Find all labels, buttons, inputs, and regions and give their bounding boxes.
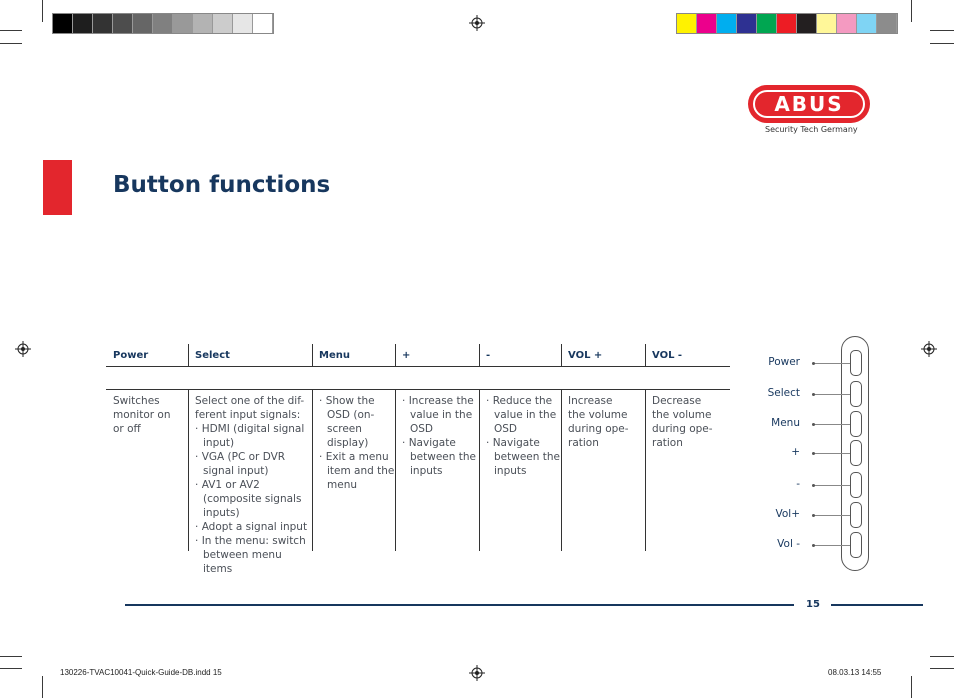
- bullet-icon: ·: [195, 521, 202, 533]
- leader-line: [814, 363, 850, 364]
- bullet-text: VGA (PC or DVR signal input): [201, 451, 286, 477]
- monitor-button: [850, 411, 862, 437]
- print-datetime: 08.03.13 14:55: [828, 668, 882, 677]
- color-swatch: [53, 14, 73, 33]
- button-label: Menu: [771, 417, 800, 429]
- column-divider: [479, 344, 480, 366]
- column-divider: [312, 389, 313, 551]
- table-header: [479, 344, 557, 366]
- column-divider: [395, 344, 396, 366]
- color-swatch: [193, 14, 213, 33]
- table-header-label: Power: [113, 350, 149, 361]
- color-swatch: [797, 14, 817, 33]
- button-label: +: [791, 446, 800, 458]
- monitor-button: [850, 350, 862, 376]
- table-header-label: -: [486, 350, 491, 361]
- cell-text: Increase: [568, 395, 613, 407]
- color-swatch: [133, 14, 153, 33]
- bullet-text: Adopt a signal input: [201, 521, 308, 533]
- button-label: Vol+: [775, 508, 800, 520]
- table-header-label: VOL -: [652, 350, 683, 361]
- cell-text: the volume: [652, 409, 712, 421]
- cell-bullet-item: [402, 394, 478, 436]
- leader-line: [814, 515, 850, 516]
- color-swatch: [757, 14, 777, 33]
- leader-line: [814, 485, 850, 486]
- color-swatch: [173, 14, 193, 33]
- registration-mark-icon: [469, 15, 485, 31]
- leader-dot: [812, 423, 815, 426]
- cell-text: Switches: [113, 395, 160, 407]
- table-header: [561, 344, 641, 366]
- color-swatch: [233, 14, 253, 33]
- monitor-button: [850, 440, 862, 466]
- table-header-label: Menu: [319, 350, 350, 361]
- file-name-slug: 130226-TVAC10041-Quick-Guide-DB.indd 15: [60, 668, 222, 677]
- bullet-icon: ·: [195, 451, 202, 463]
- monitor-button: [850, 381, 862, 407]
- table-header-label: VOL +: [568, 350, 603, 361]
- cell-bullet-item: [486, 394, 560, 436]
- logo-tagline: Security Tech Germany: [765, 125, 858, 134]
- footer-rule: [831, 604, 923, 606]
- bullet-icon: ·: [195, 479, 202, 491]
- table-header: [188, 344, 308, 366]
- column-divider: [188, 389, 189, 551]
- page-title: Button functions: [113, 172, 331, 198]
- cell-bullet-item: [195, 520, 311, 534]
- bullet-icon: ·: [195, 535, 202, 547]
- footer-rule: [125, 604, 794, 606]
- color-swatch: [717, 14, 737, 33]
- color-swatch: [777, 14, 797, 33]
- cell-bullet-item: [402, 436, 478, 478]
- bullet-text: Increase the value in the OSD: [408, 395, 474, 435]
- color-swatch: [73, 14, 93, 33]
- bullet-icon: ·: [319, 395, 326, 407]
- table-cell: [402, 394, 478, 478]
- button-label: -: [796, 478, 800, 490]
- bullet-text: AV1 or AV2 (composite signals inputs): [201, 479, 302, 519]
- bullet-text: Reduce the value in the OSD: [492, 395, 557, 435]
- bullet-text: HDMI (digital signal input): [201, 423, 305, 449]
- process-color-bar: [676, 13, 898, 34]
- cell-text: ration: [652, 437, 683, 449]
- bullet-text: In the menu: switch between menu items: [201, 535, 306, 575]
- registration-mark-icon: [15, 341, 31, 357]
- leader-line: [814, 424, 850, 425]
- cell-bullet-item: [195, 478, 311, 520]
- bullet-icon: ·: [486, 395, 493, 407]
- leader-dot: [812, 362, 815, 365]
- cell-bullet-item: [195, 422, 311, 450]
- grayscale-color-bar: [52, 13, 274, 34]
- leader-line: [814, 545, 850, 546]
- color-swatch: [837, 14, 857, 33]
- leader-dot: [812, 514, 815, 517]
- cell-text: monitor on: [113, 409, 171, 421]
- color-swatch: [153, 14, 173, 33]
- table-header: [106, 344, 184, 366]
- table-cell: [319, 394, 395, 492]
- cell-text: ferent input signals:: [195, 409, 301, 421]
- monitor-button: [850, 502, 862, 528]
- color-swatch: [737, 14, 757, 33]
- table-header-label: Select: [195, 350, 230, 361]
- leader-dot: [812, 544, 815, 547]
- cell-text: ration: [568, 437, 599, 449]
- color-swatch: [213, 14, 233, 33]
- cell-text: the volume: [568, 409, 628, 421]
- monitor-button: [850, 472, 862, 498]
- cell-text: or off: [113, 423, 141, 435]
- color-swatch: [677, 14, 697, 33]
- cell-bullet-item: [319, 394, 395, 450]
- monitor-button: [850, 532, 862, 558]
- cell-bullet-item: [319, 450, 395, 492]
- column-divider: [645, 389, 646, 551]
- registration-mark-icon: [469, 665, 485, 681]
- leader-dot: [812, 484, 815, 487]
- table-cell: [568, 394, 644, 450]
- cell-text: during ope-: [652, 423, 713, 435]
- table-header: [645, 344, 725, 366]
- registration-mark-icon: [921, 341, 937, 357]
- table-cell: [652, 394, 728, 450]
- column-divider: [395, 389, 396, 551]
- color-swatch: [697, 14, 717, 33]
- cell-text: Decrease: [652, 395, 702, 407]
- bullet-icon: ·: [486, 437, 493, 449]
- cell-text: Select one of the dif-: [195, 395, 305, 407]
- table-cell: [195, 394, 311, 576]
- logo-text: ABUS: [774, 92, 844, 116]
- bullet-text: Navigate between the inputs: [492, 437, 560, 477]
- table-header-label: +: [402, 350, 411, 361]
- column-divider: [312, 344, 313, 366]
- cell-text: during ope-: [568, 423, 629, 435]
- column-divider: [645, 344, 646, 366]
- color-swatch: [857, 14, 877, 33]
- column-divider: [561, 389, 562, 551]
- leader-line: [814, 453, 850, 454]
- bullet-icon: ·: [319, 451, 326, 463]
- button-label: Select: [767, 387, 800, 399]
- bullet-icon: ·: [402, 437, 409, 449]
- table-header: [312, 344, 392, 366]
- color-swatch: [253, 14, 273, 33]
- section-marker: [43, 160, 72, 215]
- bullet-icon: ·: [402, 395, 409, 407]
- column-divider: [561, 344, 562, 366]
- table-cell: [113, 394, 187, 436]
- cell-bullet-item: [195, 534, 311, 576]
- column-divider: [188, 344, 189, 366]
- table-header: [395, 344, 475, 366]
- leader-line: [814, 394, 850, 395]
- column-divider: [479, 389, 480, 551]
- button-label: Vol -: [777, 538, 800, 550]
- abus-logo: [748, 85, 870, 123]
- bullet-text: Navigate between the inputs: [408, 437, 476, 477]
- button-label: Power: [768, 356, 800, 368]
- bullet-text: Show the OSD (on-screen display): [325, 395, 375, 449]
- leader-dot: [812, 452, 815, 455]
- table-cell: [486, 394, 560, 478]
- color-swatch: [113, 14, 133, 33]
- cell-bullet-item: [486, 436, 560, 478]
- color-swatch: [93, 14, 113, 33]
- bullet-icon: ·: [195, 423, 202, 435]
- leader-dot: [812, 393, 815, 396]
- bullet-text: Exit a menu item and the menu: [325, 451, 395, 491]
- page-number: 15: [806, 599, 820, 610]
- cell-bullet-item: [195, 450, 311, 478]
- color-swatch: [877, 14, 897, 33]
- color-swatch: [817, 14, 837, 33]
